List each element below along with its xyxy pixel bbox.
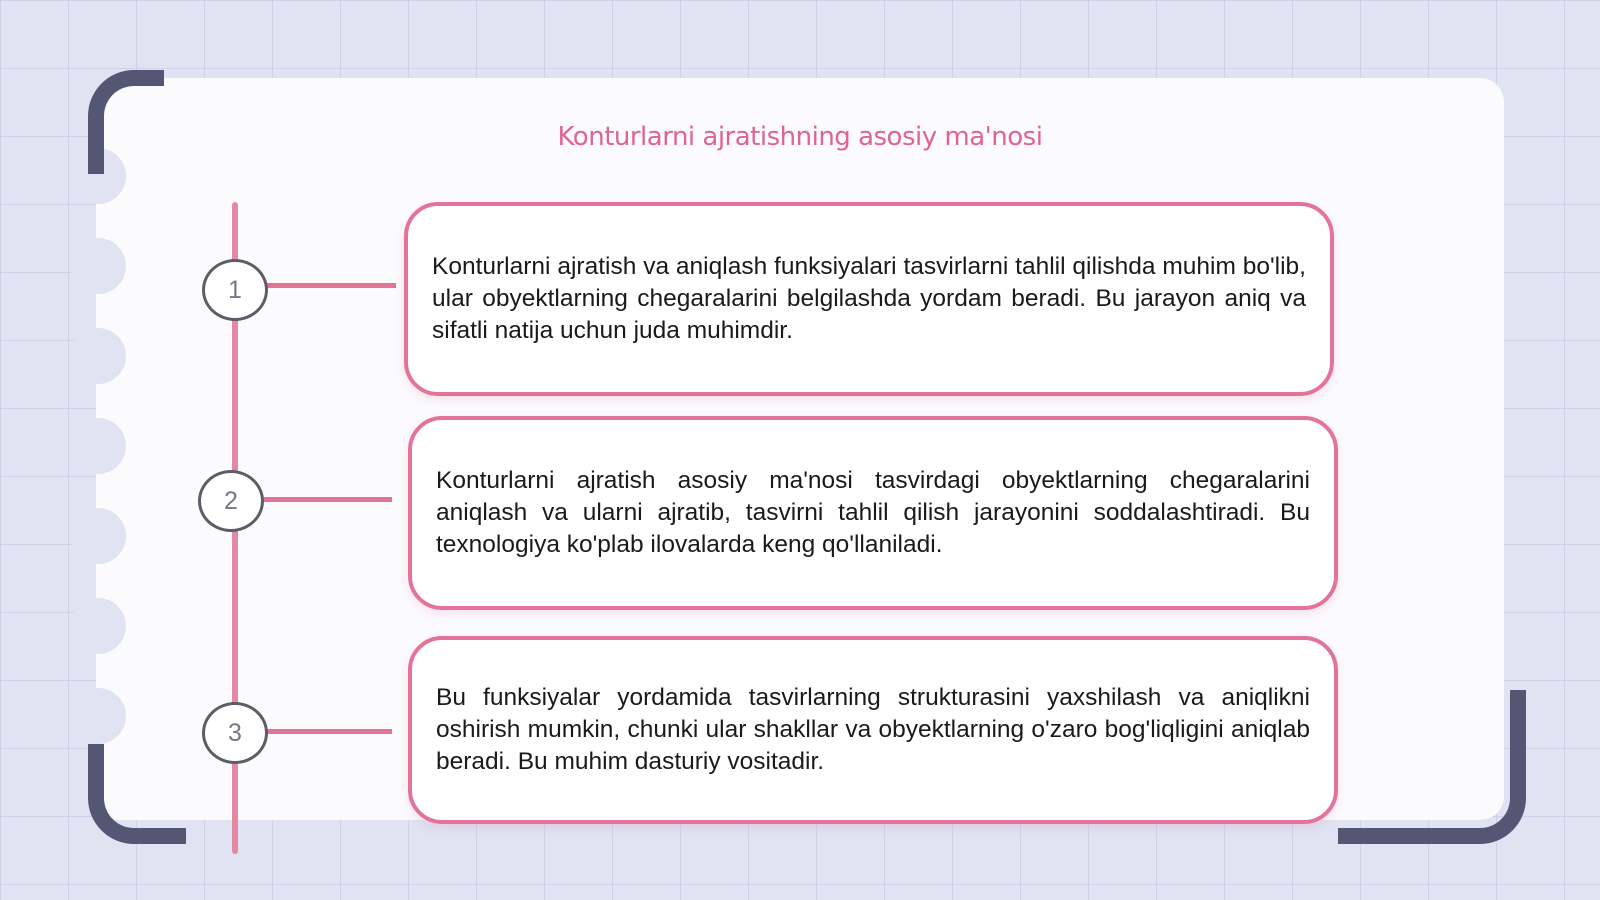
step-card-text: Konturlarni ajratish asosiy ma'nosi tasvirdagi obyektlarning chegaralarini aniqlash va ularni ajratib, tasvirni tahlil qilish jarayonini soddalashtiradi. Bu texnologiya ko'plab ilovalarda keng qo'llaniladi.	[436, 467, 1310, 558]
paper-scallop	[70, 688, 126, 744]
step-card	[404, 202, 1334, 396]
timeline-connector	[266, 283, 396, 288]
paper-scallop	[70, 508, 126, 564]
corner-bracket-bottom-left	[88, 744, 186, 844]
timeline-connector	[266, 729, 392, 734]
step-number-badge: 1	[202, 259, 268, 321]
paper-scallop	[70, 328, 126, 384]
timeline-connector	[262, 497, 392, 502]
corner-bracket-bottom-right	[1338, 690, 1526, 844]
step-number-badge: 2	[198, 470, 264, 532]
step-card	[408, 636, 1338, 824]
paper-scallop	[70, 598, 126, 654]
slide-title: Konturlarni ajratishning asosiy ma'nosi	[557, 122, 1043, 152]
step-card	[408, 416, 1338, 610]
paper-scallop	[70, 418, 126, 474]
step-card-text: Konturlarni ajratish va aniqlash funksiyalari tasvirlarni tahlil qilishda muhim bo'lib, ular obyektlarning chegaralarini belgilashda yordam beradi. Bu jarayon aniq va sifatli natija uchun juda muhimdir.	[432, 253, 1306, 344]
corner-bracket-top-left	[88, 70, 164, 174]
step-card-text: Bu funksiyalar yordamida tasvirlarning strukturasini yaxshilash va aniqlikni oshirish mumkin, chunki ular shakllar va obyektlarning o'zaro bog'liqligini aniqlab beradi. Bu muhim dasturiy vositadir.	[436, 684, 1310, 775]
step-number-badge: 3	[202, 702, 268, 764]
paper-scallop	[70, 238, 126, 294]
